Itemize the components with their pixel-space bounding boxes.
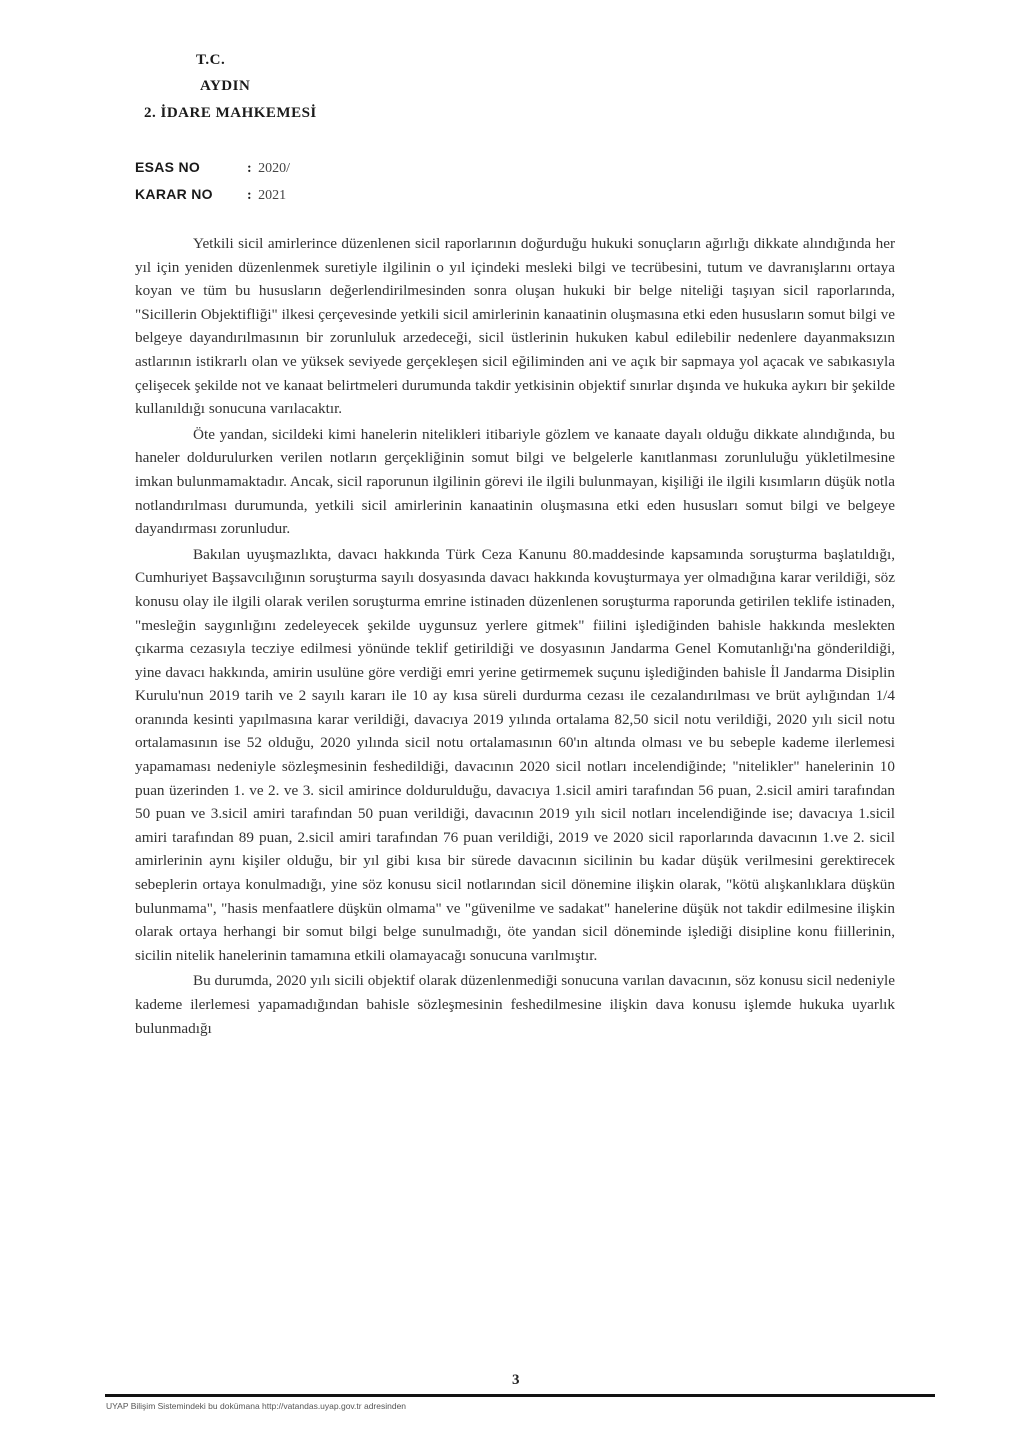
- paragraph: Bu durumda, 2020 yılı sicili objektif olarak düzenlenmediği sonucuna varılan davacının, söz konusu sicil nedeniyle kademe ilerlemesi yapamadığından bahisle sözleşmesinin feshedilmesine ilişkin dava konusu işlemde hukuka uyarlık bulunmadığı: [135, 972, 895, 1037]
- esas-no-row: [135, 159, 290, 177]
- esas-no-colon: :: [247, 161, 252, 176]
- header-city: AYDIN: [200, 78, 251, 94]
- page-number: 3: [512, 1372, 520, 1388]
- karar-no-colon: :: [247, 188, 252, 203]
- karar-no-label: KARAR NO: [135, 186, 213, 202]
- paragraph: Öte yandan, sicildeki kimi hanelerin nitelikleri itibariyle gözlem ve kanaate dayalı olduğu dikkate alındığında, bu haneler doldurulurken verilen notların gerçekliğinin somut bilgi ve belgelerle kanıtlanması zorunluluğu yükletilmesine imkan bulunmamaktadır. Ancak, sicil raporunun ilgilinin görevi ile ilgili bulunmayan, kişiliği ile ilgili kısımların düşük notla notlandırılması durumunda, yetkili sicil amirlerinin kanaatinin oluşmasına etki eden hususları somut bilgi ve belgeye dayandırması zorunludur.: [135, 425, 895, 538]
- esas-no-value: 2020/: [258, 161, 291, 176]
- karar-no-row: [135, 186, 286, 204]
- footer-note: UYAP Bilişim Sistemindeki bu dokümana http://vatandas.uyap.gov.tr adresinden: [106, 1401, 407, 1411]
- header-court-name: 2. İDARE MAHKEMESİ: [144, 105, 317, 121]
- paragraph: Bakılan uyuşmazlıkta, davacı hakkında Türk Ceza Kanunu 80.maddesinde kapsamında soruşturma başlatıldığı, Cumhuriyet Başsavcılığının soruşturma sayılı dosyasında davacı hakkında kovuşturmaya yer olmadığına karar verildiği, söz konusu olay ile ilgili olarak verilen soruşturma emrine istinaden düzenlenen soruşturma raporunda getirilen teklife istinaden, "mesleğin saygınlığını zedeleyecek şekilde uygunsuz yerlere gitmek" fiilini işlediğinden bahisle hakkında meslekten çıkarma cezasıyla tecziye edilmesi yönünde teklif getirildiği ve dosyasının Jandarma Genel Komutanlığı'na gönderildiği, yine davacı hakkında, amirin usulüne göre verdiği emri yerine getirmemek suçunu işlediğinden bahisle İl Jandarma Disiplin Kurulu'nun 2019 tarih ve 2 sayılı kararı ile 10 ay kısa süreli durdurma cezası ile cezalandırılması ve brüt aylığından 1/4 oranında kesinti yapılmasına karar verildiği, davacıya 2019 yılında ortalama 82,50 sicil notu verildiği, 2020 yılı sicil notu ortalamasının ise 52 olduğu, 2020 yılında sicil notu ortalamasının 60'ın altında olması ve bu sebeple kademe ilerlemesi yapamaması nedeniyle sözleşmesinin feshedildiği, davacının 2020 sicil notları incelendiğinde; "nitelikler" hanelerinin 10 puan üzerinden 1. ve 2. ve 3. sicil amirince doldurulduğu, davacıya 1.sicil amiri tarafından 56 puan, 2.sicil amiri tarafından 50 puan ve 3.sicil amiri tarafından 50 puan verildiği, davacının 2019 yılı sicil notları incelendiğinde ise; davacıya 1.sicil amiri tarafından 89 puan, 2.sicil amiri tarafından 76 puan verildiği, 2019 ve 2020 sicil raporlarında davacının 1.ve 2. sicil amirlerinin aynı kişiler olduğu, bir yıl gibi kısa bir sürede davacının sicilinin bu kadar düşük verilmesini gerektirecek sebeplerin ortaya konulmadığı, yine söz konusu sicil notlarından sicil dönemine ilişkin olarak, "kötü alışkanlıklara düşkün bulunmama", "hasis menfaatlere düşkün olmama" ve "güvenilme ve sadakat" hanelerine düşük not takdir edilmesine ilişkin olarak ortaya herhangi bir somut bilgi belge sunulmadığı, öte yandan sicil döneminde işlediği disipline konu fiillerinin, sicilin nitelik hanelerinin tamamına etkili olamayacağı sonucuna varılmıştır.: [135, 545, 895, 964]
- karar-no-value: 2021: [258, 188, 287, 203]
- document-body: [135, 232, 895, 1042]
- esas-no-label: ESAS NO: [135, 159, 201, 175]
- footer-divider: [105, 1394, 935, 1397]
- header-tc: T.C.: [196, 52, 226, 68]
- paragraph: Yetkili sicil amirlerince düzenlenen sicil raporlarının doğurduğu hukuki sonuçların ağırlığı dikkate alındığında her yıl için yeniden düzenlenmek suretiyle ilgilinin o yıl içindeki mesleki bilgi ve tecrübesini, tutum ve davranışlarını ortaya koyan ve tüm bu hususların değerlendirilmesinden sonra oluşan hukuki bir belge niteliği taşıyan sicil raporlarında, "Sicillerin Objektifliği" ilkesi çerçevesinde yetkili sicil amirlerinin kanaatinin oluşmasına etki eden hususların somut bilgi ve belgeye dayandırılmasının bir zorunluluk arzedeceği, sicil üstlerinin hukuken kabul edilebilir nedenlere dayanmaksızın astlarının istikrarlı olan ve yüksek seviyede gerçekleşen sicil eğiliminden ani ve açık bir sapmaya yol açacak ve sabıkasıyla çelişecek şekilde not ve kanaat belirtmeleri durumunda takdir yetkisinin objektif sınırlar dışında ve hukuka aykırı bir şekilde kullanıldığı sonucuna varılacaktır.: [135, 235, 895, 418]
